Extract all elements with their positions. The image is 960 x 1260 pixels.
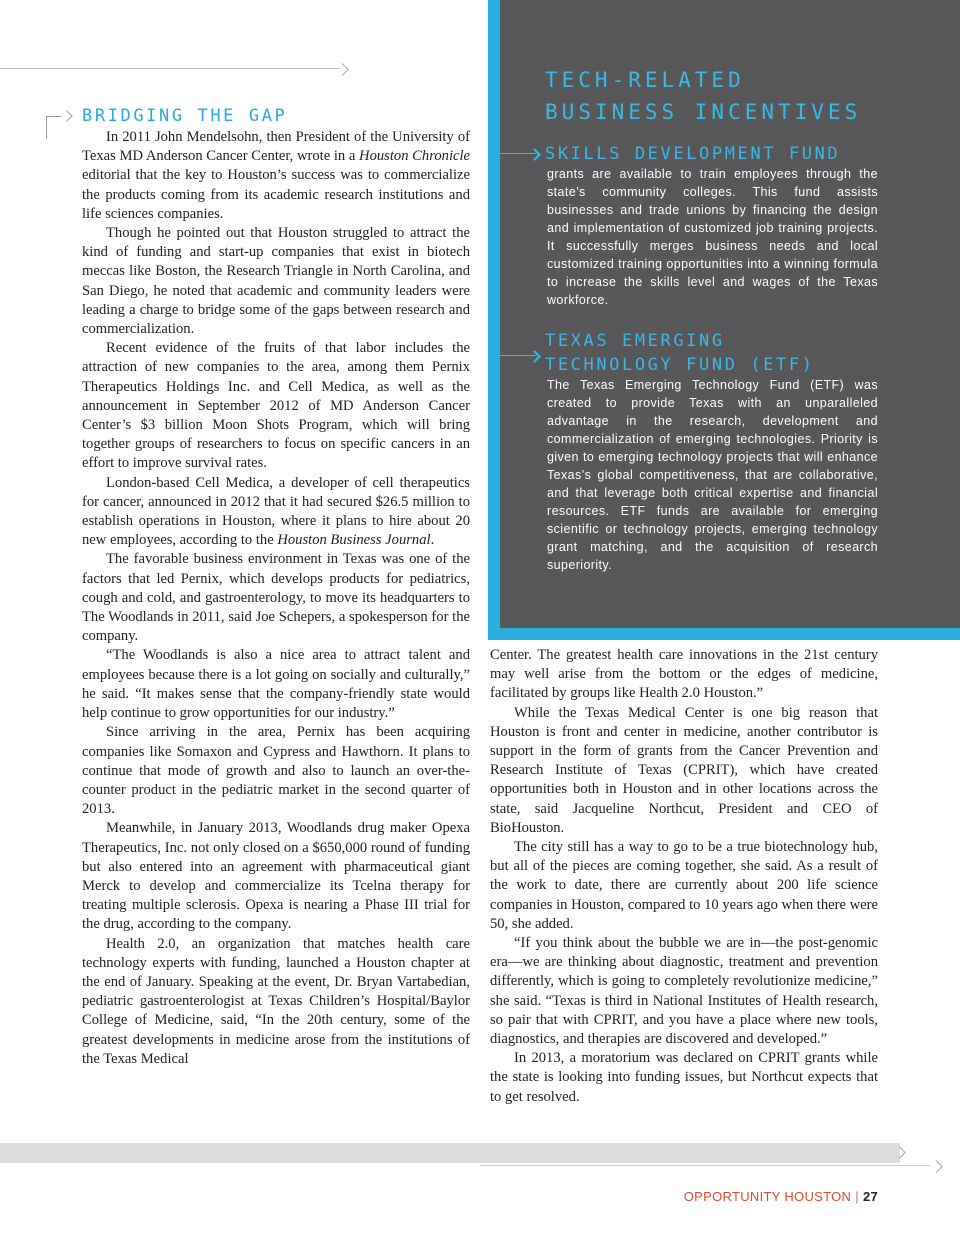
etf-heading-line-1: TEXAS EMERGING: [545, 331, 725, 351]
skills-development-fund-heading: SKILLS DEVELOPMENT FUND: [545, 144, 841, 164]
article-left-column: [82, 128, 470, 1069]
chevron-right-icon: [61, 110, 72, 121]
paragraph: “The Woodlands is also a nice area to attract talent and employees because there is a lot going on socially and culturally,” he said. “It makes sense that the company-friendly state would help continue to grow opportunities for our industry.”: [82, 647, 470, 722]
paragraph: Since arriving in the area, Pernix has been acquiring companies like Somaxon and Cypress and Hawthorn. It plans to continue that mode of growth and also to launch an over-the-counter product in the pediatric market in the second quarter of 2013.: [82, 724, 470, 818]
paragraph: The favorable business environment in Texas was one of the factors that led Pernix, which develops products for pediatrics, cough and cold, and gastroenterology, to move its headquarters to The Woodlands in 2011, said Joe Schepers, a spokesperson for the company.: [82, 551, 470, 645]
section-heading: BRIDGING THE GAP: [82, 106, 288, 126]
page-footer: [684, 1189, 878, 1204]
paragraph: Though he pointed out that Houston struggled to attract the kind of funding and start-up companies that exist in biotech meccas like Boston, the Research Triangle in North Carolina, and San Diego, he noted that academic and community leaders were leading a charge to bridge some of the gaps between research and commercialization.: [82, 225, 470, 338]
publication-title: OPPORTUNITY HOUSTON: [683, 1189, 852, 1204]
publication-name: Houston Business Journal: [277, 532, 431, 549]
page-number: 27: [862, 1189, 878, 1204]
paragraph: The city still has a way to go to be a true biotechnology hub, but all of the pieces are coming together, she said. As a result of the work to date, there are currently about 200 life science companies in Houston, compared to 10 years ago when there were 50, she added.: [490, 839, 878, 932]
paragraph: Meanwhile, in January 2013, Woodlands drug maker Opexa Therapeutics, Inc. not only closed on a $650,000 round of funding but also entered into an agreement with pharmaceutical giant Merck to develop and commercialize its Tcelna therapy for treating multiple sclerosis. Opexa is nearing a Phase III trial for the drug, according to the company.: [82, 820, 470, 933]
chevron-right-icon: [528, 148, 541, 161]
chevron-right-icon: [930, 1160, 943, 1173]
paragraph: While the Texas Medical Center is one big reason that Houston is front and center in medicine, another contributor is support in the form of grants from the Cancer Prevention and Research Institute of Texas (CPRIT), which have created opportunities both in Houston and in other locations across the state, said Jacqueline Northcut, President and CEO of BioHouston.: [490, 704, 878, 836]
paragraph: In 2011 John Mendelsohn, then President of the University of Texas MD Anderson Cancer Center, wrote in a Houston Chronicle editorial that the key to Houston’s success was to commercialize the products coming from its academic research institutions and life sciences companies.: [82, 129, 471, 222]
bottom-divider-line: [480, 1165, 930, 1166]
chevron-right-icon: [528, 350, 541, 363]
heading-bracket: [46, 116, 61, 139]
sidebar-title-line-2: BUSINESS INCENTIVES: [545, 100, 862, 124]
publication-name: Houston Chronicle: [359, 148, 471, 165]
sidebar-title-line-1: TECH-RELATED: [545, 68, 745, 92]
tech-incentives-sidebar: [500, 0, 960, 628]
etf-heading-line-2: TECHNOLOGY FUND (ETF): [545, 355, 815, 375]
sidebar-title: [545, 64, 861, 128]
paragraph: Health 2.0, an organization that matches health care technology experts with funding, launched a Houston chapter at the end of January. Speaking at the event, Dr. Bryan Vartabedian, pediatric gastroenterologist at Texas Children’s Hospital/Baylor College of Medicine, said, “In the 20th century, some of the greatest developments in medicine arose from the institutions of the Texas Medical: [82, 935, 470, 1067]
footer-separator: |: [855, 1189, 859, 1204]
paragraph: Center. The greatest health care innovations in the 21st century may well arise from the bottom or the edges of medicine, facilitated by groups like Health 2.0 Houston.”: [490, 647, 878, 702]
bottom-gray-band: [0, 1143, 900, 1163]
paragraph: “If you think about the bubble we are in—the post-genomic era—we are thinking about diagnostic, treatment and prevention differently, which is going to completely revolutionize medicine,” she said. “Texas is third in National Institutes of Health research, so pair that with CPRIT, and you have a place where new tools, diagnostics, and therapies are discovered and developed.”: [490, 935, 878, 1048]
article-right-column: [490, 646, 878, 1107]
top-divider-line: [0, 68, 340, 69]
skills-development-fund-text: grants are available to train employees through the state’s community colleges. This fund assists businesses and trade unions by financing the design and implementation of customized job training projects. It successfully merges business needs and local customized training opportunities into a winning formula to increase the skills level and wages of the Texas workforce.: [547, 167, 878, 307]
paragraph: In 2013, a moratorium was declared on CPRIT grants while the state is looking into funding issues, but Northcut expects that to get resolved.: [490, 1050, 878, 1105]
paragraph: Recent evidence of the fruits of that labor includes the attraction of new companies to the area, among them Pernix Therapeutics Holdings Inc. and Cell Medica, as well as the announcement in September 2012 of MD Anderson Cancer Center’s $3 billion Moon Shots Program, which will bring together groups of researchers to focus on specific cancers in an effort to improve survival rates.: [82, 340, 470, 472]
etf-text: The Texas Emerging Technology Fund (ETF) was created to provide Texas with an unparalleled advantage in the research, development and commercialization of emerging technologies. Priority is given to emerging technology projects that will enhance Texas’s global competitiveness, that are collaborative, and that leverage both critical expertise and financial resources. ETF funds are available for emerging scientific or technology projects, emerging technology grant matching, and the acquisition of research superiority.: [547, 378, 878, 572]
chevron-right-icon: [336, 63, 349, 76]
paragraph: London-based Cell Medica, a developer of cell therapeutics for cancer, announced in 2012 that it had secured $26.5 million to establish operations in Houston, where it plans to hire about 20 new employees, according to the Houston Business Journal.: [82, 474, 470, 549]
